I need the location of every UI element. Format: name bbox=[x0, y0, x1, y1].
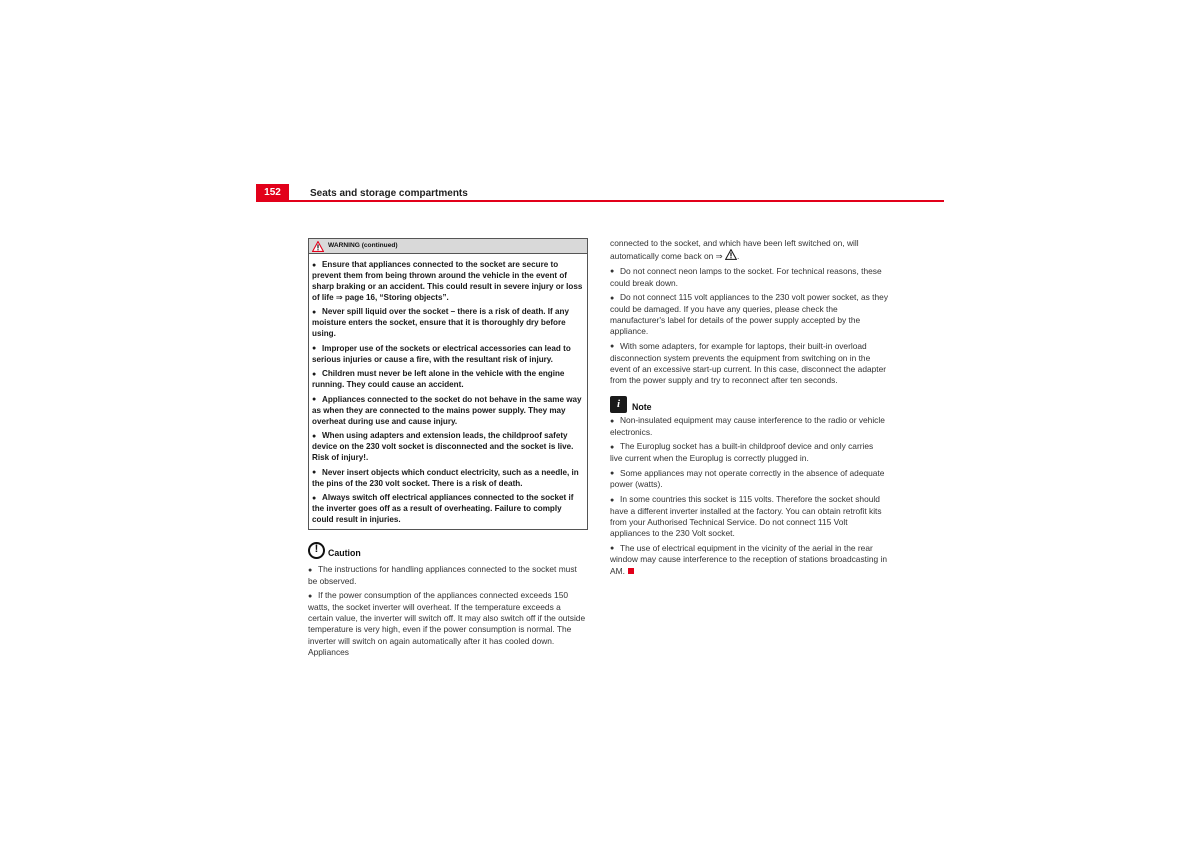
bullet-icon: ● bbox=[312, 396, 317, 404]
caution-item-text: Do not connect neon lamps to the socket. For technical reasons, these could break down. bbox=[610, 265, 882, 288]
header-rule bbox=[256, 200, 944, 202]
note-item-text: Non-insulated equipment may cause interference to the radio or vehicle electronics. bbox=[610, 415, 885, 437]
warning-item bbox=[312, 260, 584, 304]
note-item-text: In some countries this socket is 115 volts. Therefore the socket should have a different inverter installed at the factory. You can obtain retrofit kits from your Authorised Technical Service. Do not connect 115 Volt appliances to the 230 Volt socket. bbox=[610, 494, 882, 539]
warning-item-text: Ensure that appliances connected to the socket are secure to prevent them from being thrown around the vehicle in the event of sharp braking or an accident. This could result in severe injury or loss of life ⇒ page 16, “Storing objects”. bbox=[312, 260, 583, 302]
caution-item bbox=[610, 341, 888, 386]
bullet-icon: ● bbox=[610, 268, 615, 276]
warning-triangle-icon bbox=[725, 249, 737, 260]
exclamation-circle-icon: ! bbox=[308, 542, 325, 559]
note-item-text: The use of electrical equipment in the vicinity of the aerial in the rear window may cause interference to the reception of stations broadcasting in AM. bbox=[610, 542, 887, 576]
bullet-icon: ● bbox=[610, 343, 615, 351]
caution-item bbox=[610, 292, 888, 337]
bullet-icon: ● bbox=[610, 417, 615, 425]
right-column bbox=[610, 238, 888, 580]
warning-item bbox=[312, 369, 584, 391]
bullet-icon: ● bbox=[312, 261, 317, 269]
end-of-section-square bbox=[628, 568, 634, 574]
warning-item-text: Always switch off electrical appliances connected to the socket if the inverter goes off as a result of overheating. Failure to comply could result in injuries. bbox=[312, 493, 574, 525]
warning-title: WARNING (continued) bbox=[328, 242, 398, 250]
bullet-icon: ● bbox=[308, 592, 313, 600]
caution-item bbox=[308, 564, 588, 587]
warning-item-text: Children must never be left alone in the vehicle with the engine running. They could cause an accident. bbox=[312, 369, 565, 390]
warning-item-text: Never insert objects which conduct electricity, such as a needle, in the pins of the 230 volt socket. There is a risk of death. bbox=[312, 467, 579, 488]
warning-item-text: When using adapters and extension leads, the childproof safety device on the 230 volt socket is disconnected and the socket is live. Risk of injury!. bbox=[312, 431, 574, 463]
warning-item-text: Appliances connected to the socket do not behave in the same way as when they are connected to the mains power supply. They may overheat during use and cause injury. bbox=[312, 394, 582, 426]
warning-item bbox=[312, 344, 584, 366]
bullet-icon: ● bbox=[312, 469, 317, 477]
caution-item-text: Do not connect 115 volt appliances to the 230 volt power socket, as they could be damaged. If you have any queries, please check the manufacturer's label for details of the power supply accepted by the appliance. bbox=[610, 292, 889, 337]
warning-triangle-icon bbox=[312, 241, 324, 252]
warning-item-text: Never spill liquid over the socket – there is a risk of death. If any moisture enters the socket, ensure that it is thoroughly dry before using. bbox=[312, 307, 569, 339]
caution-label: Caution bbox=[328, 547, 361, 558]
info-icon: i bbox=[610, 396, 627, 413]
caution-item bbox=[308, 590, 588, 658]
bullet-icon: ● bbox=[610, 443, 615, 451]
warning-item-text: Improper use of the sockets or electrical accessories can lead to serious injuries or cause a fire, with the resultant risk of injury. bbox=[312, 343, 571, 364]
note-item-text: Some appliances may not operate correctly in the absence of adequate power (watts). bbox=[610, 467, 885, 490]
warning-item bbox=[312, 493, 584, 526]
left-column bbox=[308, 238, 588, 661]
bullet-icon: ● bbox=[312, 345, 317, 353]
warning-header bbox=[309, 239, 587, 254]
warning-item bbox=[312, 431, 584, 464]
bullet-icon: ● bbox=[308, 566, 313, 574]
page-number: 152 bbox=[256, 184, 289, 201]
warning-body bbox=[309, 254, 587, 529]
warning-item bbox=[312, 395, 584, 428]
caution-item-text: The instructions for handling appliances connected to the socket must be observed. bbox=[308, 564, 577, 586]
chapter-title: Seats and storage compartments bbox=[310, 188, 468, 199]
note-item bbox=[610, 415, 888, 438]
caution-heading bbox=[308, 539, 588, 561]
note-item bbox=[610, 468, 888, 491]
bullet-icon: ● bbox=[312, 308, 317, 316]
note-item bbox=[610, 494, 888, 539]
bullet-icon: ● bbox=[610, 545, 615, 553]
warning-item bbox=[312, 468, 584, 490]
warning-item bbox=[312, 307, 584, 340]
caution-item-text: With some adapters, for example for laptops, their built-in overload disconnection system prevents the equipment from switching on in the event of an excessive start-up current. In this case, disconnect the adapter from the power supply and try to reconnect after ten seconds. bbox=[610, 340, 887, 385]
bullet-icon: ● bbox=[610, 294, 615, 302]
note-item-text: The Europlug socket has a built-in childproof device and only carries live current when the Europlug is correctly plugged in. bbox=[610, 441, 874, 464]
caution-continuation: connected to the socket, and which have been left switched on, will automatically come back on ⇒ . bbox=[610, 238, 859, 262]
bullet-icon: ● bbox=[312, 432, 317, 440]
bullet-icon: ● bbox=[610, 496, 615, 504]
note-heading bbox=[610, 393, 888, 413]
caution-item bbox=[610, 266, 888, 289]
bullet-icon: ● bbox=[610, 470, 615, 478]
bullet-icon: ● bbox=[312, 494, 317, 502]
bullet-icon: ● bbox=[312, 370, 317, 378]
warning-box bbox=[308, 238, 588, 530]
caution-continuation-text: connected to the socket, and which have been left switched on, will automatically come back on ⇒ bbox=[610, 238, 859, 262]
caution-item-text: If the power consumption of the appliances connected exceeds 150 watts, the socket inverter will overheat. If the temperature exceeds a certain value, the inverter will switch off. It may also switch off if the outside temperature is very high, even if the power consumption is normal. The inverter will switch on again automatically after it has cooled down. Appliances bbox=[308, 590, 586, 657]
note-label: Note bbox=[632, 401, 652, 412]
note-item bbox=[610, 441, 888, 464]
note-item bbox=[610, 543, 888, 577]
